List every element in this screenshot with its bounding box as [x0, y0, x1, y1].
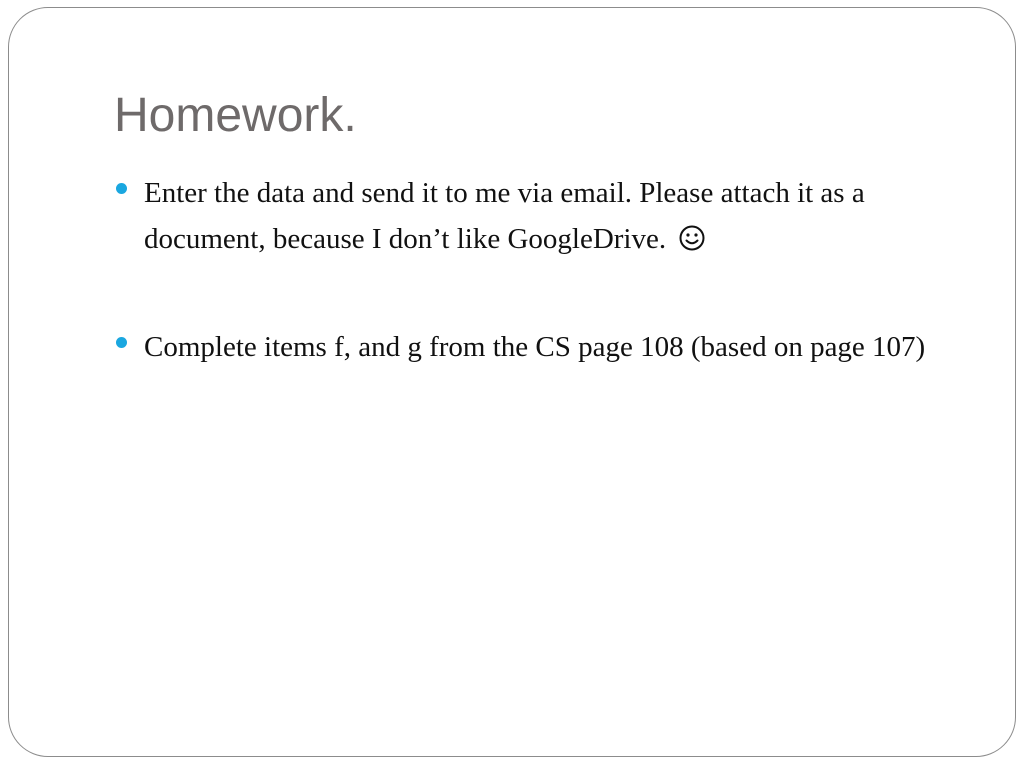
bullet-item-email	[112, 170, 942, 265]
bullet-item-complete	[112, 324, 942, 370]
bullet-marker-icon	[116, 337, 127, 348]
bullet-text: Complete items f, and g from the CS page 108 (based on page 107)	[144, 331, 926, 363]
bullet-marker-icon	[116, 183, 127, 194]
bullet-list	[112, 170, 942, 370]
smiley-face-icon	[679, 219, 705, 265]
bullet-text: Enter the data and send it to me via email. Please attach it as a document, because I don’t like GoogleDrive.	[144, 177, 865, 255]
slide-title: Homework.	[114, 89, 357, 142]
